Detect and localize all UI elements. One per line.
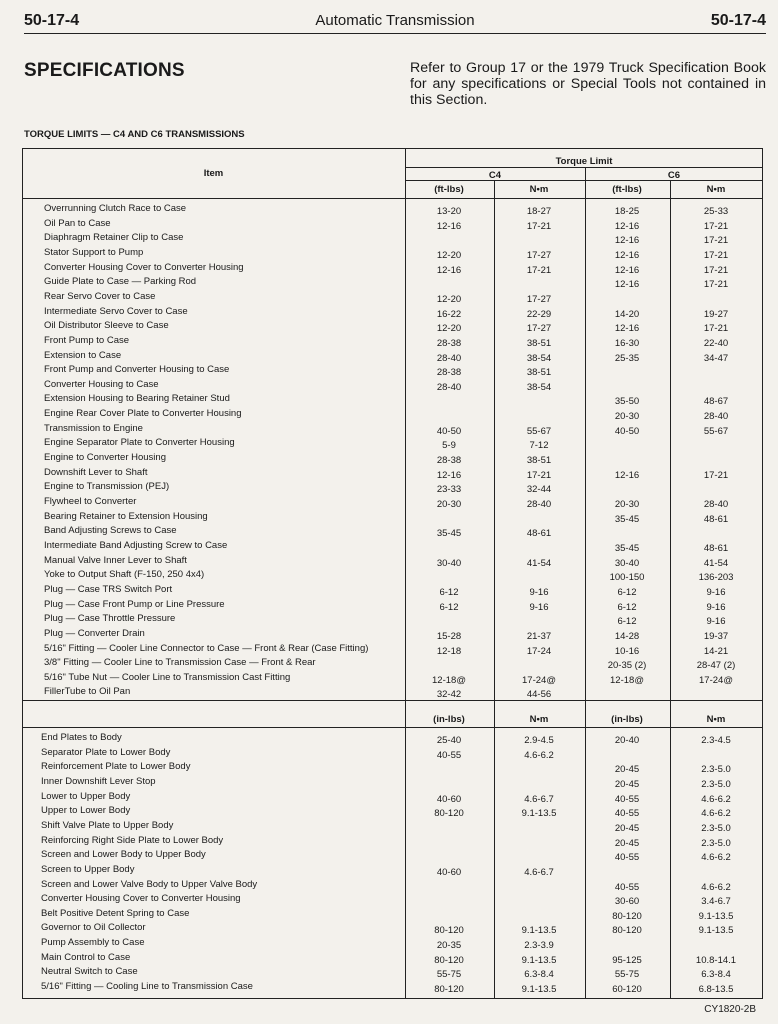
torque-value: 38-54 [526,352,552,364]
torque-value: 35-45 [436,528,462,540]
torque-value: 4.6-6.2 [701,793,731,805]
torque-value: 2.3-4.5 [701,735,731,746]
torque-value: 12-16 [614,469,640,481]
torque-value: 6.3-8.4 [524,969,554,981]
page-title: Automatic Transmission [315,12,475,29]
torque-value: 17-24@ [522,674,556,686]
torque-value: 55-75 [614,969,640,981]
torque-value: 44-56 [526,689,552,701]
torque-value: 2.3-5.0 [701,822,731,834]
torque-value: 22-40 [703,337,729,349]
row-item-label: FillerTube to Oil Pan [44,686,131,698]
torque-value: 48-61 [526,528,552,540]
torque-value: 7-12 [529,440,549,452]
torque-value: 12-16 [614,323,640,335]
torque-value: 12-18 [436,645,462,657]
torque-value: 41-54 [526,557,552,569]
unit-header: (in-lbs) [611,714,643,725]
torque-value: 17-21 [703,235,729,247]
torque-value: 4.6-6.2 [701,808,731,820]
row-item-label: Plug — Converter Drain [44,627,145,639]
torque-value: 2.3-5.0 [701,778,731,790]
torque-value: 12-18@ [610,674,644,686]
row-item-label: Reinforcing Right Side Plate to Lower Body [41,834,224,846]
torque-value: 9.1-13.5 [698,910,734,922]
torque-value: 25-33 [703,206,729,217]
torque-value: 35-50 [614,396,640,408]
row-item-label: Transmission to Engine [44,422,143,434]
row-item-label: Converter Housing Cover to Converter Housing [41,893,241,905]
torque-value: 17-24 [526,645,552,657]
torque-value: 6.8-13.5 [698,984,734,996]
torque-value: 12-20 [436,323,462,335]
torque-value: 4.6-6.7 [524,866,554,878]
torque-value: 60-120 [612,984,642,996]
torque-value: 20-30 [614,411,640,423]
row-item-label: Lower to Upper Body [41,790,131,802]
torque-value: 19-37 [703,630,729,642]
torque-value: 40-55 [436,749,462,761]
torque-value: 40-50 [436,425,462,437]
torque-value: 12-18@ [432,674,466,686]
row-item-label: Bearing Retainer to Extension Housing [44,510,208,522]
torque-value: 18-25 [614,206,640,217]
torque-value: 17-21 [526,220,552,232]
row-item-label: Front Pump to Case [44,334,130,346]
torque-value: 12-16 [614,235,640,247]
row-item-label: Separator Plate to Lower Body [41,746,171,758]
torque-value: 38-51 [526,455,552,467]
row-item-label: Overrunning Clutch Race to Case [44,203,187,214]
torque-value: 30-40 [436,557,462,569]
torque-value: 9.1-13.5 [521,984,557,996]
unit-header: (ft-lbs) [612,184,642,195]
torque-value: 136-203 [698,572,734,584]
torque-value: 2.3-5.0 [701,837,731,849]
row-item-label: Yoke to Output Shaft (F-150, 250 4x4) [44,569,205,581]
torque-value: 55-67 [703,425,729,437]
torque-value: 17-21 [703,249,729,261]
torque-value: 9-16 [706,616,726,628]
item-header: Item [203,168,224,179]
torque-value: 12-16 [436,469,462,481]
row-item-label: Flywheel to Converter [44,496,137,507]
row-item-label: Converter Housing Cover to Converter Housing [44,261,244,273]
row-item-label: 3/8" Fitting — Cooler Line to Transmission Case — Front & Rear [44,657,316,669]
torque-value: 17-27 [526,323,552,335]
section-divider-bottom [22,727,763,728]
row-item-label: Plug — Case Throttle Pressure [44,613,176,625]
row-item-label: Band Adjusting Screws to Case [44,525,177,537]
torque-value: 9-16 [706,601,726,613]
torque-value: 12-16 [614,220,640,232]
torque-value: 17-21 [526,264,552,276]
torque-value: 35-45 [614,542,640,554]
torque-value: 28-40 [436,381,462,393]
torque-value: 16-22 [436,308,462,320]
section-heading: SPECIFICATIONS [24,60,185,81]
torque-value: 34-47 [703,352,729,364]
torque-value: 17-21 [703,469,729,481]
unit-header: N•m [529,714,549,725]
table-caption: TORQUE LIMITS — C4 AND C6 TRANSMISSIONS [24,129,245,140]
torque-value: 28-40 [703,411,729,423]
torque-value: 41-54 [703,557,729,569]
torque-value: 5-9 [442,440,456,452]
torque-value: 17-21 [703,220,729,232]
torque-value: 3.4-6.7 [701,896,731,908]
row-item-label: End Plates to Body [41,732,122,743]
torque-value: 12-20 [436,249,462,261]
torque-value: 38-51 [526,367,552,379]
page-number-left: 50-17-4 [24,12,80,29]
section-divider-top [22,700,763,701]
torque-value: 80-120 [434,954,464,966]
unit-header: (ft-lbs) [434,184,464,195]
c4-c6-divider [585,168,586,999]
row-item-label: Rear Servo Cover to Case [44,290,156,302]
row-item-label: Plug — Case TRS Switch Port [44,583,173,595]
torque-value: 9.1-13.5 [521,808,557,820]
reference-note: Refer to Group 17 or the 1979 Truck Specification Book for any specifications or Special Tools not contained in this Section. [410,60,766,108]
torque-value: 13-20 [436,206,462,217]
torque-value: 55-75 [436,969,462,981]
c4-header: C4 [488,170,502,181]
torque-value: 14-20 [614,308,640,320]
torque-value: 9-16 [529,586,549,598]
row-item-label: Manual Valve Inner Lever to Shaft [44,554,187,566]
torque-value: 4.6-6.2 [524,749,554,761]
row-item-label: Screen to Upper Body [41,863,135,875]
row-item-label: Upper to Lower Body [41,805,131,817]
row-item-label: Diaphragm Retainer Clip to Case [44,232,184,244]
torque-value: 40-60 [436,793,462,805]
torque-value: 15-28 [436,630,462,642]
row-item-label: Engine Rear Cover Plate to Converter Housing [44,408,242,420]
torque-value: 32-44 [526,484,552,496]
torque-value: 40-55 [614,793,640,805]
torque-value: 12-16 [614,279,640,291]
torque-value: 21-37 [526,630,552,642]
torque-value: 9-16 [529,601,549,613]
torque-value: 17-24@ [699,674,733,686]
row-item-label: Inner Downshift Lever Stop [41,775,156,787]
torque-value: 30-60 [614,896,640,908]
torque-value: 40-55 [614,881,640,893]
torque-value: 40-55 [614,852,640,864]
row-item-label: Extension Housing to Bearing Retainer Stud [44,393,230,405]
torque-value: 10-16 [614,645,640,657]
torque-value: 20-30 [614,499,640,510]
torque-value: 48-61 [703,513,729,525]
torque-value: 23-33 [436,484,462,496]
torque-value: 40-60 [436,866,462,878]
torque-value: 22-29 [526,308,552,320]
row-item-label: Pump Assembly to Case [41,937,145,949]
torque-value: 17-21 [703,279,729,291]
row-item-label: Neutral Switch to Case [41,966,138,978]
page-header [24,10,766,34]
torque-value: 20-35 (2) [607,660,647,672]
torque-value: 2.3-3.9 [524,940,554,952]
units1-underline [22,198,763,199]
torque-value: 80-120 [612,925,642,937]
row-item-label: Reinforcement Plate to Lower Body [41,761,191,773]
torque-value: 4.6-6.2 [701,881,731,893]
torque-value: 12-20 [436,293,462,305]
torque-value: 28-38 [436,367,462,379]
row-item-label: Engine to Converter Housing [44,452,166,464]
torque-value: 20-35 [436,940,462,952]
row-item-label: Screen and Lower Valve Body to Upper Valve Body [41,878,258,890]
torque-value: 12-16 [614,249,640,261]
torque-value: 100-150 [609,572,645,584]
torque-value: 20-45 [614,837,640,849]
torque-value: 10.8-14.1 [695,954,737,966]
torque-value: 19-27 [703,308,729,320]
torque-value: 25-35 [614,352,640,364]
torque-value: 48-67 [703,396,729,408]
row-item-label: Shift Valve Plate to Upper Body [41,819,174,831]
torque-value: 30-40 [614,557,640,569]
row-item-label: Intermediate Servo Cover to Case [44,305,188,317]
torque-value: 17-21 [526,469,552,481]
torque-value: 20-40 [614,735,640,746]
torque-value: 17-21 [703,264,729,276]
torque-value: 9-16 [706,586,726,598]
torque-value: 17-27 [526,249,552,261]
torque-value: 17-27 [526,293,552,305]
row-item-label: Oil Distributor Sleeve to Case [44,320,169,332]
torque-value: 18-27 [526,206,552,217]
unit-header: (in-lbs) [433,714,465,725]
unit-header: N•m [706,714,726,725]
torque-value: 32-42 [436,689,462,701]
torque-value: 6-12 [439,586,459,598]
torque-value: 55-67 [526,425,552,437]
unit-header: N•m [529,184,549,195]
torque-value: 6-12 [617,601,637,613]
row-item-label: Converter Housing to Case [44,378,159,390]
row-item-label: Plug — Case Front Pump or Line Pressure [44,598,225,610]
row-item-label: Main Control to Case [41,951,131,963]
torque-value: 6-12 [617,616,637,628]
row-item-label: 5/16" Fitting — Cooling Line to Transmission Case [41,981,253,993]
row-item-label: Belt Positive Detent Spring to Case [41,907,190,919]
row-item-label: 5/16" Fitting — Cooler Line Connector to Case — Front & Rear (Case Fitting) [44,642,369,654]
row-item-label: Screen and Lower Body to Upper Body [41,849,206,861]
torque-value: 28-47 (2) [696,660,736,672]
torque-value: 20-45 [614,822,640,834]
torque-value: 6-12 [439,601,459,613]
torque-value: 4.6-6.7 [524,793,554,805]
torque-value: 28-38 [436,337,462,349]
page-number-right: 50-17-4 [710,12,766,29]
torque-value: 6.3-8.4 [701,969,731,981]
torque-value: 40-55 [614,808,640,820]
torque-value: 28-38 [436,455,462,467]
torque-limit-header: Torque Limit [555,156,613,167]
row-item-label: Guide Plate to Case — Parking Rod [44,276,197,288]
torque-value: 12-16 [436,220,462,232]
torque-value: 20-45 [614,764,640,776]
row-item-label: 5/16" Tube Nut — Cooler Line to Transmission Cast Fitting [44,671,291,683]
torque-value: 38-54 [526,381,552,393]
row-item-label: Engine Separator Plate to Converter Housing [44,437,235,449]
unit-header: N•m [706,184,726,195]
torque-value: 20-30 [436,499,462,510]
torque-value: 40-50 [614,425,640,437]
torque-limit-underline [405,167,763,168]
c6-header: C6 [667,170,681,181]
figure-id: CY1820-2B [704,1004,756,1015]
torque-value: 35-45 [614,513,640,525]
torque-value: 20-45 [614,778,640,790]
torque-value: 14-21 [703,645,729,657]
torque-value: 12-16 [614,264,640,276]
torque-value: 16-30 [614,337,640,349]
torque-value: 6-12 [617,586,637,598]
torque-value: 4.6-6.2 [701,852,731,864]
row-item-label: Downshift Lever to Shaft [44,466,148,478]
torque-value: 95-125 [612,954,642,966]
torque-value: 2.3-5.0 [701,764,731,776]
torque-value: 80-120 [434,984,464,996]
torque-value: 9.1-13.5 [521,954,557,966]
torque-value: 25-40 [436,735,462,746]
row-item-label: Extension to Case [44,349,122,361]
torque-value: 38-51 [526,337,552,349]
torque-value: 14-28 [614,630,640,642]
row-item-label: Front Pump and Converter Housing to Case [44,364,230,376]
row-item-label: Stator Support to Pump [44,246,144,258]
torque-value: 48-61 [703,542,729,554]
torque-value: 2.9-4.5 [524,735,554,746]
row-item-label: Oil Pan to Case [44,217,111,229]
torque-value: 28-40 [436,352,462,364]
torque-value: 17-21 [703,323,729,335]
torque-value: 80-120 [434,925,464,937]
torque-value: 80-120 [612,910,642,922]
torque-value: 28-40 [526,499,552,510]
row-item-label: Engine to Transmission (PEJ) [44,481,170,493]
row-item-label: Intermediate Band Adjusting Screw to Case [44,539,228,551]
row-item-label: Governor to Oil Collector [41,922,146,934]
torque-value: 9.1-13.5 [698,925,734,937]
torque-value: 12-16 [436,264,462,276]
torque-value: 80-120 [434,808,464,820]
torque-value: 9.1-13.5 [521,925,557,937]
torque-value: 28-40 [703,499,729,510]
